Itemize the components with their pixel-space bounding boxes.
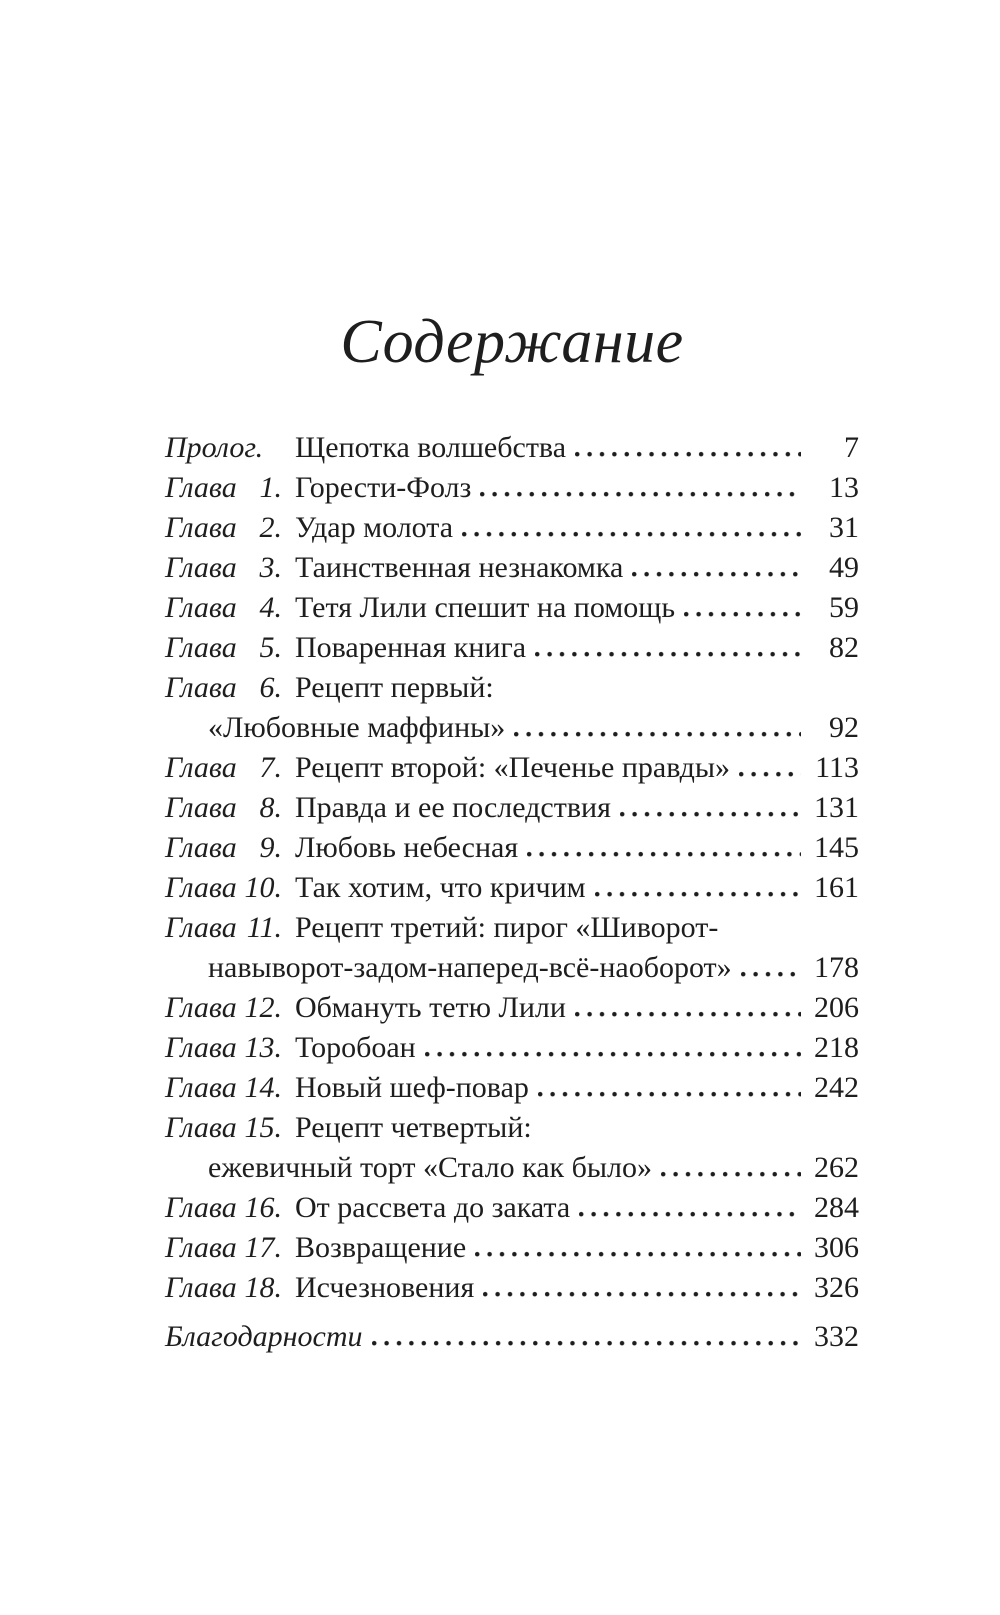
toc-entry-continuation (165, 948, 859, 988)
entry-page-number: 113 (815, 751, 859, 784)
toc-entry (165, 508, 859, 548)
entry-title: Исчезновения (295, 1271, 475, 1304)
entry-label-text: Глава (165, 631, 237, 664)
toc-entry (165, 1068, 859, 1108)
entry-label-text: Глава (165, 1191, 237, 1224)
entry-title: Рецепт второй: «Печенье правды» (295, 751, 731, 784)
dot-leader (684, 610, 801, 617)
dot-leader (661, 1170, 801, 1177)
entry-chapter-number: 4. (259, 591, 282, 624)
entry-label-text: Пролог. (165, 431, 264, 464)
entry-label (165, 468, 295, 508)
entry-page-number: 145 (814, 831, 859, 864)
dot-leader (741, 970, 801, 977)
dot-leader (483, 1290, 801, 1297)
toc-entry-continuation (165, 1148, 859, 1188)
entry-label-text: Глава (165, 1071, 237, 1104)
toc-entry (165, 428, 859, 468)
dot-leader (480, 490, 801, 497)
entry-title: От рассвета до заката (295, 1191, 571, 1224)
entry-page-number: 326 (814, 1271, 859, 1304)
entry-label (165, 908, 295, 948)
toc-entry (165, 988, 859, 1028)
entry-chapter-number: 11. (246, 911, 282, 944)
entry-chapter-number: 3. (259, 551, 282, 584)
entry-title: Так хотим, что кричим (295, 871, 586, 904)
dot-leader (595, 890, 801, 897)
entry-label-text: Глава (165, 991, 237, 1024)
dot-leader (462, 530, 801, 537)
entry-label (165, 1228, 295, 1268)
entry-page-number: 284 (814, 1191, 859, 1224)
entry-title: Правда и ее последствия (295, 791, 611, 824)
entry-label-text: Глава (165, 1111, 237, 1144)
entry-title: Обмануть тетю Лили (295, 991, 566, 1024)
entry-label (165, 1028, 295, 1068)
entry-label-text: Глава (165, 511, 237, 544)
entry-title: Щепотка волшебства (295, 431, 567, 464)
toc-entry (165, 1188, 859, 1228)
toc-entry-acknowledgements (165, 1317, 859, 1357)
entry-chapter-number: 1. (259, 471, 282, 504)
toc-page (165, 0, 859, 1357)
toc-entry (165, 868, 859, 908)
entry-label (165, 508, 295, 548)
entry-label (165, 428, 295, 468)
entry-title: Удар молота (295, 511, 454, 544)
entry-title: Любовь небесная (295, 831, 519, 864)
entry-chapter-number: 8. (259, 791, 282, 824)
entry-page-number: 218 (814, 1031, 859, 1064)
entry-label (165, 628, 295, 668)
entry-page-number: 262 (814, 1151, 859, 1184)
entry-label (165, 1108, 295, 1148)
toc-entry (165, 1108, 859, 1148)
entry-label-text: Глава (165, 1271, 237, 1304)
page-title: Содержание (340, 308, 684, 376)
entry-label-text: Глава (165, 551, 237, 584)
entry-title: Тетя Лили спешит на помощь (295, 591, 676, 624)
dot-leader (579, 1210, 801, 1217)
entry-label-text: Глава (165, 791, 237, 824)
toc-entry (165, 1268, 859, 1308)
entry-chapter-number: 9. (259, 831, 282, 864)
dot-leader (372, 1339, 802, 1346)
entry-title: Рецепт первый: (295, 671, 494, 704)
entry-label-text: Глава (165, 751, 237, 784)
entry-label (165, 588, 295, 628)
entry-label-text: Глава (165, 591, 237, 624)
entry-page-number: 242 (814, 1071, 859, 1104)
dot-leader (632, 570, 801, 577)
toc-entry (165, 588, 859, 628)
entry-page-number: 7 (844, 431, 859, 464)
toc-list (165, 428, 859, 1308)
entry-chapter-number: 18. (244, 1271, 282, 1304)
toc-entry (165, 628, 859, 668)
toc-entry (165, 788, 859, 828)
entry-page-number: 306 (814, 1231, 859, 1264)
entry-page-number: 178 (814, 951, 859, 984)
toc-entry (165, 748, 859, 788)
entry-page-number: 92 (829, 711, 859, 744)
dot-leader (527, 850, 801, 857)
entry-label-text: Глава (165, 1231, 237, 1264)
toc-entry (165, 668, 859, 708)
entry-label-text: Глава (165, 831, 237, 864)
entry-label-text: Глава (165, 871, 237, 904)
entry-title: Новый шеф-повар (295, 1071, 529, 1104)
entry-title: Горести-Фолз (295, 471, 472, 504)
entry-page-number: 13 (829, 471, 859, 504)
entry-title: Таинственная незнакомка (295, 551, 624, 584)
entry-label (165, 868, 295, 908)
toc-entry (165, 548, 859, 588)
toc-entry (165, 468, 859, 508)
entry-label-text: Глава (165, 671, 237, 704)
entry-chapter-number: 6. (259, 671, 282, 704)
dot-leader (535, 650, 801, 657)
entry-page-number: 161 (814, 871, 859, 904)
entry-label (165, 748, 295, 788)
entry-page-number: 131 (814, 791, 859, 824)
entry-label-text: Глава (165, 1031, 237, 1064)
entry-chapter-number: 17. (244, 1231, 282, 1264)
entry-chapter-number: 14. (244, 1071, 282, 1104)
toc-entry-continuation (165, 708, 859, 748)
entry-label (165, 988, 295, 1028)
toc-entry (165, 1228, 859, 1268)
entry-label (165, 668, 295, 708)
entry-title: Торобоан (295, 1031, 416, 1064)
entry-page-number: 31 (829, 511, 859, 544)
toc-entry (165, 1028, 859, 1068)
entry-chapter-number: 15. (244, 1111, 282, 1144)
entry-page-number: 82 (829, 631, 859, 664)
dot-leader (538, 1090, 801, 1097)
dot-leader (620, 810, 801, 817)
entry-label-text: Глава (165, 471, 237, 504)
entry-label (165, 1188, 295, 1228)
entry-page-number: 332 (814, 1320, 859, 1353)
entry-chapter-number: 10. (244, 871, 282, 904)
entry-title: Возвращение (295, 1231, 467, 1264)
entry-label: Благодарности (165, 1320, 363, 1353)
entry-label (165, 548, 295, 588)
entry-title: Поваренная книга (295, 631, 527, 664)
entry-title-continued: ежевичный торт «Стало как было» (208, 1151, 653, 1184)
entry-label (165, 828, 295, 868)
entry-page-number: 206 (814, 991, 859, 1024)
toc-entry (165, 908, 859, 948)
entry-chapter-number: 7. (259, 751, 282, 784)
entry-page-number: 49 (829, 551, 859, 584)
entry-chapter-number: 16. (244, 1191, 282, 1224)
entry-chapter-number: 5. (259, 631, 282, 664)
dot-leader (575, 450, 801, 457)
dot-leader (514, 730, 801, 737)
entry-label (165, 1268, 295, 1308)
dot-leader (575, 1010, 801, 1017)
toc-entry (165, 828, 859, 868)
dot-leader (425, 1050, 801, 1057)
entry-label (165, 1068, 295, 1108)
entry-title-continued: навыворот-задом-наперед-всё-наоборот» (208, 951, 732, 984)
entry-chapter-number: 12. (244, 991, 282, 1024)
entry-chapter-number: 13. (244, 1031, 282, 1064)
entry-label-text: Глава (165, 911, 237, 944)
entry-title: Рецепт третий: пирог «Шиворот- (295, 911, 719, 944)
dot-leader (475, 1250, 801, 1257)
dot-leader (739, 770, 801, 777)
entry-label (165, 788, 295, 828)
entry-page-number: 59 (829, 591, 859, 624)
entry-title: Рецепт четвертый: (295, 1111, 532, 1144)
entry-chapter-number: 2. (259, 511, 282, 544)
entry-title-continued: «Любовные маффины» (208, 711, 506, 744)
